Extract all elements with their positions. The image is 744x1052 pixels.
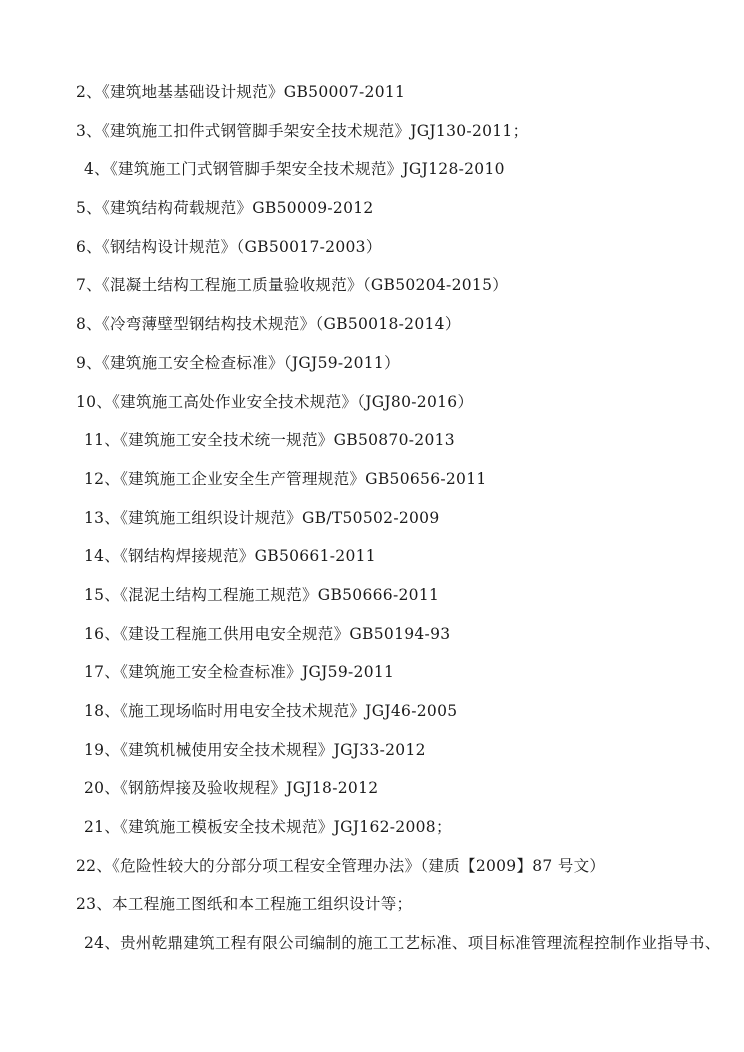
list-item: 7、《混凝土结构工程施工质量验收规范》（GB50204-2015） xyxy=(76,276,509,295)
regulation-list xyxy=(73,83,721,953)
list-item: 18、《施工现场临时用电安全技术规范》JGJ46-2005 xyxy=(84,702,458,720)
list-item: 15、《混泥土结构工程施工规范》GB50666-2011 xyxy=(84,585,440,604)
list-item: 3、《建筑施工扣件式钢管脚手架安全技术规范》JGJ130-2011； xyxy=(76,121,529,140)
list-item: 20、《钢筋焊接及验收规程》JGJ18-2012 xyxy=(84,779,379,798)
list-item: 6、《钢结构设计规范》（GB50017-2003） xyxy=(76,237,382,256)
list-item: 21、《建筑施工模板安全技术规范》JGJ162-2008； xyxy=(84,818,452,837)
list-item: 10、《建筑施工高处作业安全技术规范》（JGJ80-2016） xyxy=(76,392,474,411)
list-item: 11、《建筑施工安全技术统一规范》GB50870-2013 xyxy=(84,431,455,450)
list-item: 4、《建筑施工门式钢管脚手架安全技术规范》JGJ128-2010 xyxy=(84,160,505,179)
list-item: 8、《冷弯薄壁型钢结构技术规范》（GB50018-2014） xyxy=(76,315,461,334)
list-item: 2、《建筑地基基础设计规范》GB50007-2011 xyxy=(76,83,406,101)
list-item: 5、《建筑结构荷载规范》GB50009-2012 xyxy=(76,199,374,218)
list-item: 24、贵州乾鼎建筑工程有限公司编制的施工工艺标准、项目标准管理流程控制作业指导书、 xyxy=(84,934,721,953)
list-item: 22、《危险性较大的分部分项工程安全管理办法》（建质【2009】87 号文） xyxy=(76,856,606,875)
list-item: 12、《建筑施工企业安全生产管理规范》GB50656-2011 xyxy=(84,469,487,488)
list-item: 14、《钢结构焊接规范》GB50661-2011 xyxy=(84,547,376,566)
list-item: 16、《建设工程施工供用电安全规范》GB50194-93 xyxy=(84,624,451,643)
list-item: 17、《建筑施工安全检查标准》JGJ59-2011 xyxy=(84,663,395,682)
list-item: 13、《建筑施工组织设计规范》GB/T50502-2009 xyxy=(84,508,440,527)
list-item: 9、《建筑施工安全检查标准》（JGJ59-2011） xyxy=(76,353,400,372)
list-item: 23、本工程施工图纸和本工程施工组织设计等； xyxy=(76,895,413,914)
list-item: 19、《建筑机械使用安全技术规程》JGJ33-2012 xyxy=(84,740,426,759)
